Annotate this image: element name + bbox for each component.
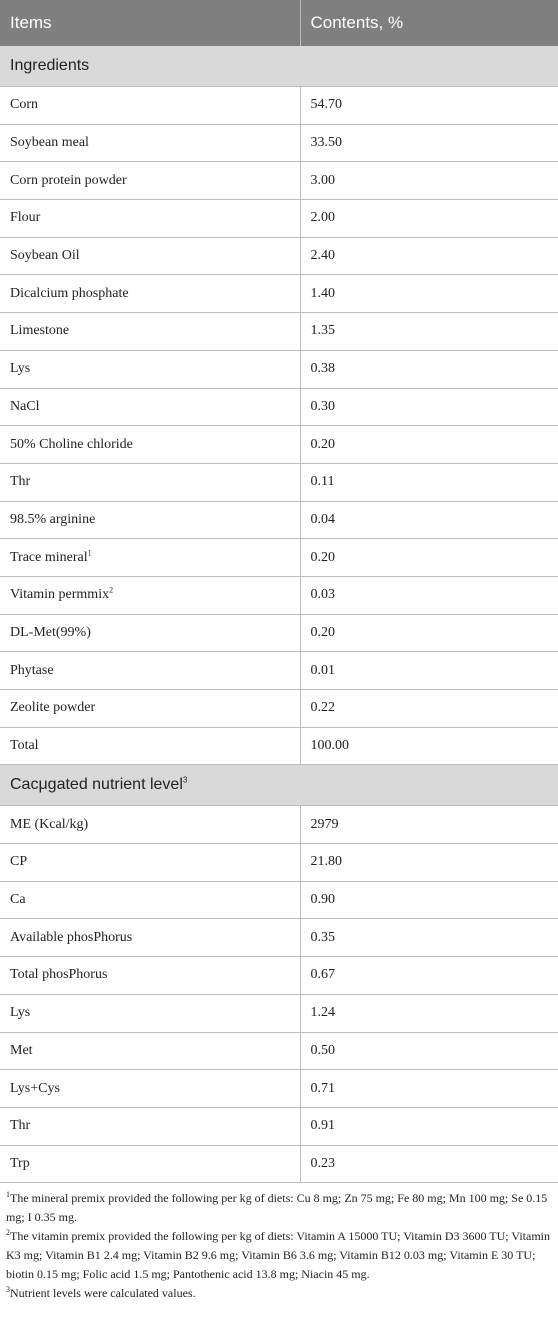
item-cell: [0, 501, 300, 539]
value-cell: 0.03: [300, 576, 558, 614]
table-row: [0, 994, 558, 1032]
item-cell: [0, 806, 300, 844]
value-cell: 33.50: [300, 124, 558, 162]
item-label: Available phosPhorus: [10, 929, 133, 945]
item-label: Corn: [10, 97, 38, 113]
item-cell: [0, 919, 300, 957]
table-row: [0, 1070, 558, 1108]
header-contents: Contents, %: [300, 0, 558, 46]
table-row: [0, 806, 558, 844]
footnote-mark: 2: [109, 585, 114, 595]
value-cell: 21.80: [300, 844, 558, 882]
item-cell: [0, 313, 300, 351]
table-row: [0, 727, 558, 765]
value-cell: 0.04: [300, 501, 558, 539]
table-row: [0, 690, 558, 728]
value-cell: 0.71: [300, 1070, 558, 1108]
item-label: Lys+Cys: [10, 1080, 60, 1096]
item-cell: [0, 237, 300, 275]
value-cell: 0.20: [300, 539, 558, 577]
value-cell: 2979: [300, 806, 558, 844]
item-cell: [0, 87, 300, 125]
item-cell: [0, 844, 300, 882]
item-label: Ca: [10, 892, 26, 908]
item-cell: [0, 614, 300, 652]
table-row: [0, 919, 558, 957]
value-cell: 54.70: [300, 87, 558, 125]
value-cell: 0.11: [300, 463, 558, 501]
table-row: [0, 237, 558, 275]
footnote-text: Nutrient levels were calculated values.: [10, 1286, 196, 1301]
table-row: [0, 463, 558, 501]
table-row: [0, 124, 558, 162]
value-cell: 0.90: [300, 881, 558, 919]
table-row: [0, 275, 558, 313]
footnote-mark: 1: [87, 547, 92, 557]
item-cell: [0, 690, 300, 728]
table-row: [0, 350, 558, 388]
table-row: [0, 388, 558, 426]
item-label: Soybean meal: [10, 135, 89, 151]
item-label: Limestone: [10, 323, 70, 339]
value-cell: 0.20: [300, 614, 558, 652]
item-cell: [0, 957, 300, 995]
item-label: Corn protein powder: [10, 172, 127, 188]
footnote: [6, 1189, 552, 1227]
item-label: Dicalcium phosphate: [10, 285, 129, 301]
item-label: 98.5% arginine: [10, 511, 96, 527]
item-label: Zeolite powder: [10, 700, 96, 716]
section-row: [0, 46, 558, 87]
value-cell: 100.00: [300, 727, 558, 765]
table-row: [0, 162, 558, 200]
footnote-text: The mineral premix provided the following per kg of diets: Cu 8 mg; Zn 75 mg; Fe 80 mg; Mn 100 mg; Se 0.15 mg; I 0.35 mg.: [6, 1191, 548, 1225]
value-cell: 1.35: [300, 313, 558, 351]
item-cell: [0, 426, 300, 464]
footnote-text: The vitamin premix provided the following per kg of diets: Vitamin A 15000 TU; Vitamin D3 3600 TU; Vitamin K3 mg; Vitamin B1 2.4 mg; Vitamin B2 9.6 mg; Vitamin B6 3.6 mg; Vitamin B12 0.03 mg; Vitamin E 30 TU; biotin 0.15 mg; Folic acid 1.5 mg; Pantothenic acid 13.8 mg; Niacin 45 mg.: [6, 1229, 551, 1282]
item-cell: [0, 652, 300, 690]
footnote-mark: 3: [182, 776, 188, 786]
value-cell: 1.24: [300, 994, 558, 1032]
value-cell: 2.00: [300, 200, 558, 238]
item-cell: [0, 200, 300, 238]
item-label: Lys: [10, 361, 31, 377]
value-cell: 3.00: [300, 162, 558, 200]
item-cell: [0, 881, 300, 919]
item-cell: [0, 1032, 300, 1070]
section-title-text: Ingredients: [10, 57, 90, 74]
item-cell: [0, 124, 300, 162]
item-cell: [0, 162, 300, 200]
value-cell: 0.35: [300, 919, 558, 957]
footnote-mark: 1: [6, 1190, 10, 1200]
item-label: Thr: [10, 474, 31, 490]
table-row: [0, 1145, 558, 1183]
table-row: [0, 844, 558, 882]
section-row: [0, 765, 558, 806]
item-cell: [0, 1145, 300, 1183]
footnote: [6, 1284, 552, 1303]
header-row: [0, 0, 558, 46]
value-cell: 1.40: [300, 275, 558, 313]
item-label: Thr: [10, 1118, 31, 1134]
item-cell: [0, 275, 300, 313]
value-cell: 0.30: [300, 388, 558, 426]
table-row: [0, 881, 558, 919]
table-header: [0, 0, 558, 46]
item-label: Lys: [10, 1005, 31, 1021]
table-row: [0, 501, 558, 539]
item-label: Soybean Oil: [10, 248, 80, 264]
item-cell: [0, 1107, 300, 1145]
table-row: [0, 87, 558, 125]
value-cell: 0.50: [300, 1032, 558, 1070]
item-label: Met: [10, 1042, 33, 1058]
table-row: [0, 426, 558, 464]
item-label: DL-Met(99%): [10, 624, 91, 640]
footnotes: [0, 1183, 558, 1303]
item-label: 50% Choline chloride: [10, 436, 133, 452]
table-row: [0, 539, 558, 577]
item-label: NaCl: [10, 398, 40, 414]
section-title: [0, 46, 558, 87]
item-label: Flour: [10, 210, 41, 226]
item-label: Total phosPhorus: [10, 967, 108, 983]
item-label: CP: [10, 854, 28, 870]
item-cell: [0, 576, 300, 614]
value-cell: 0.20: [300, 426, 558, 464]
section-title-text: Cacμgated nutrient level: [10, 776, 183, 794]
footnote-mark: 2: [6, 1228, 10, 1238]
value-cell: 2.40: [300, 237, 558, 275]
item-label: Trace mineral: [10, 549, 88, 565]
table-row: [0, 1032, 558, 1070]
footnote: [6, 1227, 552, 1284]
item-label: Total: [10, 738, 39, 754]
item-cell: [0, 463, 300, 501]
table-row: [0, 614, 558, 652]
table-row: [0, 957, 558, 995]
item-label: Phytase: [10, 662, 54, 678]
item-label: ME (Kcal/kg): [10, 816, 89, 832]
value-cell: 0.91: [300, 1107, 558, 1145]
footnote-mark: 3: [6, 1285, 10, 1295]
header-items: Items: [0, 0, 300, 46]
section-title: [0, 765, 558, 806]
item-label: Trp: [10, 1155, 30, 1171]
value-cell: 0.01: [300, 652, 558, 690]
item-cell: [0, 1070, 300, 1108]
table-row: [0, 576, 558, 614]
item-cell: [0, 727, 300, 765]
item-cell: [0, 388, 300, 426]
value-cell: 0.22: [300, 690, 558, 728]
item-cell: [0, 994, 300, 1032]
table-row: [0, 313, 558, 351]
item-label: Vitamin permmix: [10, 587, 110, 603]
value-cell: 0.23: [300, 1145, 558, 1183]
value-cell: 0.38: [300, 350, 558, 388]
item-cell: [0, 350, 300, 388]
table-row: [0, 200, 558, 238]
table-body: [0, 46, 558, 1183]
table-row: [0, 652, 558, 690]
item-cell: [0, 539, 300, 577]
value-cell: 0.67: [300, 957, 558, 995]
table-row: [0, 1107, 558, 1145]
